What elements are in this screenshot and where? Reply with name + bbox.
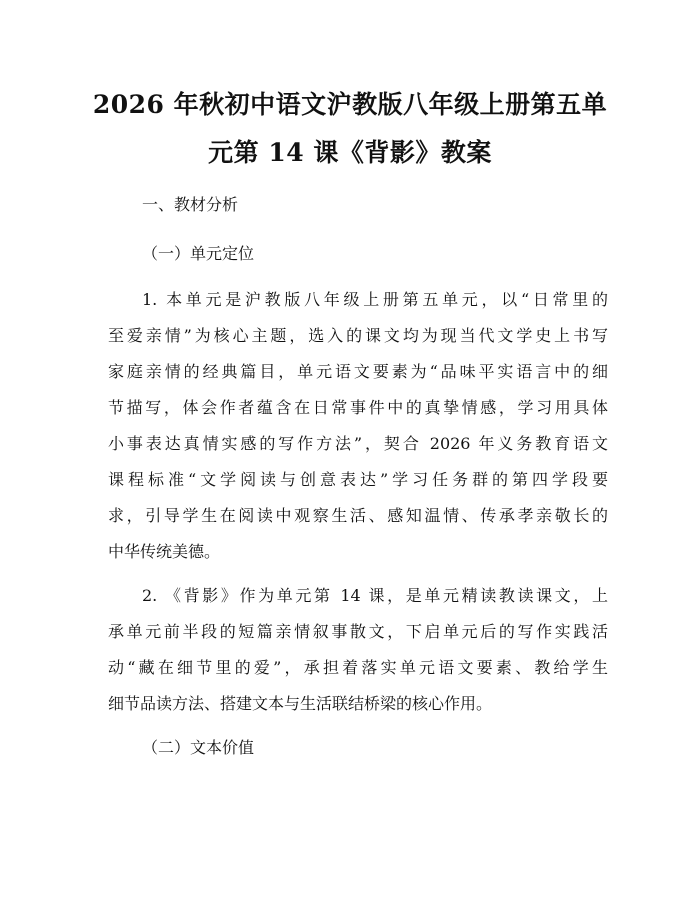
- paragraph-line: 课程标准“文学阅读与创意表达”学习任务群的第四学段要: [108, 470, 608, 489]
- paragraph-unit-positioning-1: [108, 282, 608, 570]
- paragraph-line: 动“藏在细节里的爱”，承担着落实单元语文要素、教给学生: [108, 658, 608, 677]
- subsection-heading-text-value: （二）文本价值: [142, 738, 255, 757]
- subsection-heading-unit-positioning: （一）单元定位: [142, 244, 255, 263]
- paragraph-line: 1. 本单元是沪教版八年级上册第五单元，以“日常里的: [142, 290, 608, 309]
- paragraph-line: 求，引导学生在阅读中观察生活、感知温情、传承孝亲敬长的: [108, 506, 608, 525]
- paragraph-line: 节描写，体会作者蕴含在日常事件中的真挚情感，学习用具体: [108, 398, 608, 417]
- document-title-line-2: 元第 14 课《背影》教案: [208, 138, 492, 167]
- document-title-line-1: 2026 年秋初中语文沪教版八年级上册第五单: [92, 90, 608, 119]
- paragraph-line: 细节品读方法、搭建文本与生活联结桥梁的核心作用。: [108, 694, 493, 713]
- section-heading-textbook-analysis: 一、教材分析: [142, 195, 239, 214]
- paragraph-unit-positioning-2: [108, 578, 608, 722]
- paragraph-line: 承单元前半段的短篇亲情叙事散文，下启单元后的写作实践活: [108, 622, 608, 641]
- paragraph-line: 2. 《背影》作为单元第 14 课，是单元精读教读课文，上: [142, 586, 608, 605]
- paragraph-line: 中华传统美德。: [108, 542, 221, 561]
- paragraph-line: 家庭亲情的经典篇目，单元语文要素为“品味平实语言中的细: [108, 362, 608, 381]
- paragraph-line: 小事表达真情实感的写作方法”，契合 2026 年义务教育语文: [108, 434, 608, 453]
- paragraph-line: 至爱亲情”为核心主题，选入的课文均为现当代文学史上书写: [108, 326, 608, 345]
